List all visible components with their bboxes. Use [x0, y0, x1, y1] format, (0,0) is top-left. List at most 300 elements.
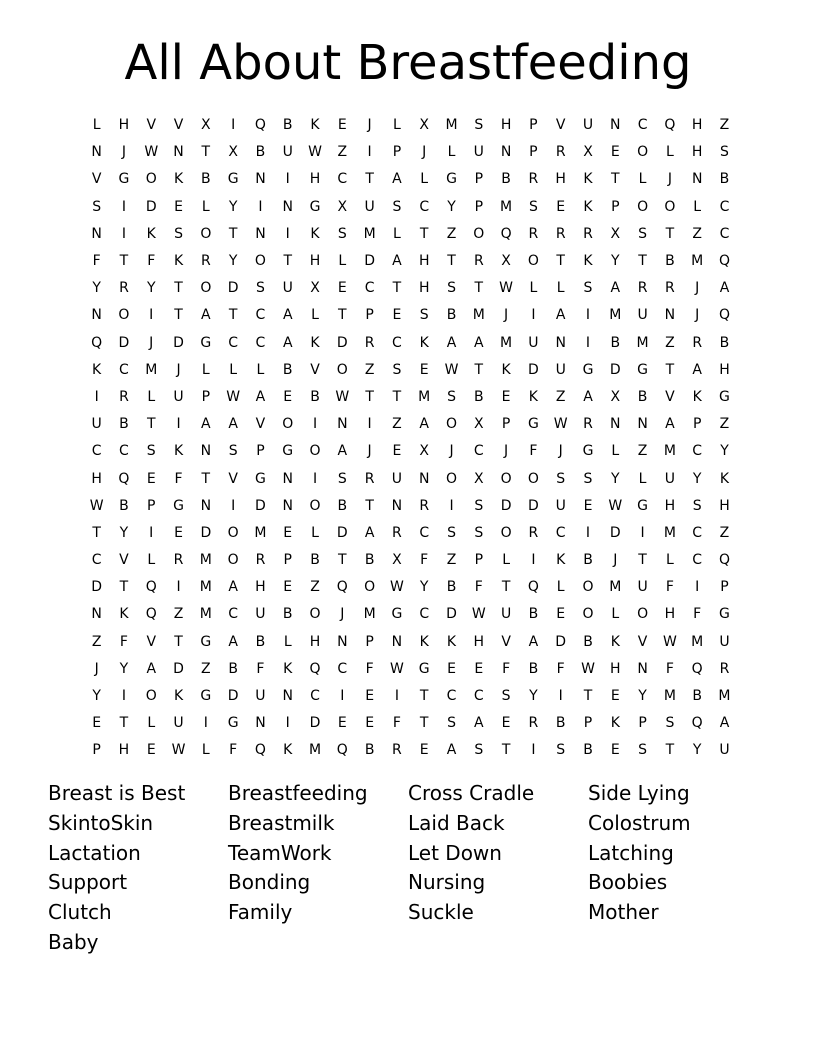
grid-letter: J — [695, 307, 700, 324]
word-list-item: Suckle — [408, 900, 474, 925]
grid-letter: R — [583, 225, 593, 242]
grid-letter: T — [392, 280, 402, 297]
grid-letter: Z — [201, 660, 211, 677]
grid-letter: Z — [692, 225, 702, 242]
grid-letter: D — [173, 334, 184, 351]
grid-letter: G — [719, 606, 730, 623]
grid-letter: T — [419, 715, 429, 732]
grid-letter: L — [283, 633, 292, 650]
grid-letter: O — [582, 606, 594, 623]
grid-letter: B — [446, 579, 457, 596]
grid-row — [83, 330, 738, 357]
grid-letter: J — [149, 334, 154, 351]
grid-letter: H — [664, 606, 676, 623]
grid-letter: I — [285, 225, 290, 242]
grid-letter: A — [282, 307, 293, 324]
grid-letter: D — [446, 606, 457, 623]
grid-letter: K — [310, 225, 320, 242]
word-list-item: Side Lying — [588, 781, 690, 805]
word-list-item: Nursing — [408, 870, 486, 895]
grid-letter: V — [173, 117, 184, 134]
grid-letter: T — [501, 579, 511, 596]
grid-letter: E — [447, 660, 456, 677]
grid-letter: I — [231, 497, 236, 514]
grid-row — [83, 710, 738, 737]
grid-letter: D — [145, 198, 157, 215]
grid-letter: Q — [718, 253, 730, 270]
grid-letter: W — [608, 497, 623, 514]
grid-letter: R — [392, 524, 402, 541]
grid-letter: W — [335, 388, 350, 405]
grid-letter: O — [145, 171, 157, 188]
grid-letter: T — [283, 253, 292, 270]
grid-letter: X — [610, 388, 621, 405]
word-list-item: Colostrum — [588, 810, 691, 835]
word-list-item: Bonding — [228, 870, 311, 895]
grid-letter: M — [718, 688, 731, 705]
grid-letter: S — [337, 470, 347, 487]
grid-row — [83, 221, 738, 248]
grid-row — [83, 629, 738, 656]
grid-letter: X — [474, 470, 484, 487]
grid-letter: Y — [692, 742, 702, 759]
grid-letter: N — [500, 144, 512, 161]
grid-letter: B — [637, 388, 648, 405]
grid-letter: I — [531, 742, 536, 759]
grid-letter: B — [528, 606, 539, 623]
grid-letter: X — [392, 552, 402, 569]
grid-letter: G — [637, 361, 649, 378]
grid-letter: M — [199, 579, 212, 596]
grid-letter: A — [446, 334, 457, 351]
grid-letter: A — [583, 388, 593, 405]
grid-letter: E — [556, 198, 566, 215]
grid-letter: X — [583, 144, 593, 161]
grid-letter: L — [201, 742, 210, 759]
grid-letter: O — [500, 470, 512, 487]
grid-letter: C — [692, 524, 703, 541]
grid-letter: P — [283, 552, 292, 569]
grid-letter: Y — [529, 688, 538, 705]
grid-letter: L — [665, 144, 674, 161]
grid-letter: E — [365, 715, 375, 732]
grid-letter: H — [719, 361, 730, 378]
grid-letter: P — [201, 388, 211, 405]
grid-letter: W — [444, 361, 459, 378]
grid-letter: P — [392, 144, 402, 161]
grid-letter: F — [529, 443, 538, 460]
grid-letter: S — [447, 715, 456, 732]
grid-letter: H — [610, 660, 621, 677]
grid-letter: N — [610, 117, 621, 134]
grid-letter: D — [528, 497, 539, 514]
grid-letter: V — [310, 361, 320, 378]
grid-letter: M — [363, 225, 376, 242]
grid-letter: G — [255, 470, 266, 487]
grid-letter: E — [174, 524, 183, 541]
grid-letter: H — [118, 117, 130, 134]
grid-letter: R — [665, 280, 675, 297]
grid-letter: L — [147, 715, 156, 732]
grid-letter: S — [392, 198, 402, 215]
grid-letter: S — [665, 715, 675, 732]
grid-letter: K — [173, 171, 184, 188]
grid-row — [83, 547, 738, 574]
grid-letter: S — [583, 470, 593, 487]
grid-letter: S — [255, 280, 265, 297]
grid-letter: B — [282, 117, 293, 134]
grid-letter: Q — [309, 660, 321, 677]
grid-letter: I — [585, 307, 591, 324]
grid-letter: A — [364, 524, 375, 541]
grid-letter: G — [637, 497, 649, 514]
grid-letter: S — [556, 470, 566, 487]
grid-letter: M — [663, 524, 676, 541]
grid-letter: C — [692, 443, 703, 460]
grid-letter: M — [636, 334, 649, 351]
grid-letter: E — [146, 470, 156, 487]
grid-letter: B — [446, 307, 457, 324]
grid-letter: O — [445, 416, 458, 433]
grid-letter: G — [719, 388, 730, 405]
grid-letter: K — [419, 633, 429, 650]
grid-letter: U — [173, 715, 184, 732]
grid-letter: G — [309, 198, 321, 215]
grid-letter: E — [501, 715, 511, 732]
grid-letter: U — [91, 416, 102, 433]
grid-letter: N — [637, 660, 648, 677]
grid-letter: A — [337, 443, 348, 460]
grid-letter: C — [555, 524, 566, 541]
grid-letter: S — [501, 688, 511, 705]
grid-letter: G — [227, 715, 239, 732]
grid-letter: M — [445, 117, 458, 134]
grid-letter: S — [474, 117, 484, 134]
grid-letter: U — [255, 606, 266, 623]
grid-letter: A — [555, 307, 566, 324]
grid-letter: S — [92, 198, 102, 215]
grid-letter: U — [719, 633, 730, 650]
grid-letter: V — [665, 388, 675, 405]
word-list-item: Breastmilk — [228, 810, 335, 835]
grid-letter: C — [419, 524, 430, 541]
grid-letter: C — [228, 606, 239, 623]
grid-letter: Q — [254, 117, 266, 134]
grid-letter: Y — [119, 524, 129, 541]
grid-letter: G — [200, 633, 212, 650]
grid-letter: R — [392, 742, 402, 759]
grid-letter: T — [201, 144, 211, 161]
grid-letter: I — [558, 688, 563, 705]
grid-letter: K — [92, 361, 102, 378]
grid-letter: A — [610, 280, 621, 297]
grid-letter: N — [282, 198, 293, 215]
word-list-item: Latching — [588, 840, 674, 865]
grid-letter: B — [583, 742, 593, 759]
grid-letter: F — [174, 470, 183, 487]
grid-letter: G — [527, 416, 539, 433]
grid-letter: H — [719, 497, 730, 514]
grid-letter: I — [312, 416, 318, 433]
grid-row — [83, 493, 738, 520]
grid-letter: R — [364, 334, 375, 351]
grid-letter: N — [391, 633, 403, 650]
grid-letter: I — [531, 552, 536, 569]
grid-letter: B — [583, 633, 593, 650]
grid-letter: O — [637, 144, 649, 161]
grid-letter: O — [527, 470, 539, 487]
grid-letter: J — [613, 552, 618, 569]
grid-row — [83, 520, 738, 547]
grid-letter: G — [282, 443, 294, 460]
grid-letter: C — [310, 688, 320, 705]
grid-letter: J — [367, 117, 372, 134]
grid-letter: V — [501, 633, 511, 650]
grid-letter: F — [420, 552, 429, 569]
grid-letter: R — [528, 171, 539, 188]
grid-letter: Z — [446, 552, 457, 569]
grid-letter: C — [719, 225, 730, 242]
grid-letter: L — [447, 144, 456, 161]
grid-letter: T — [365, 497, 374, 514]
grid-letter: H — [309, 633, 321, 650]
grid-letter: R — [528, 225, 539, 242]
grid-letter: N — [255, 171, 266, 188]
word-list-item: Lactation — [48, 840, 141, 865]
grid-letter: A — [528, 633, 539, 650]
grid-letter: K — [610, 715, 620, 732]
grid-letter: F — [147, 253, 156, 270]
grid-letter: K — [719, 470, 730, 487]
grid-letter: U — [528, 334, 539, 351]
grid-letter: T — [583, 688, 593, 705]
grid-letter: K — [610, 633, 620, 650]
grid-letter: C — [446, 688, 457, 705]
grid-letter: F — [665, 660, 674, 677]
grid-letter: N — [255, 715, 266, 732]
grid-letter: Y — [228, 198, 238, 215]
grid-letter: U — [719, 742, 730, 759]
grid-letter: M — [145, 361, 158, 378]
grid-letter: O — [527, 253, 539, 270]
word-list-item: Family — [228, 900, 293, 925]
grid-letter: N — [555, 334, 566, 351]
grid-letter: I — [121, 225, 127, 242]
grid-letter: L — [311, 307, 319, 324]
grid-letter: E — [174, 198, 183, 215]
grid-letter: X — [228, 144, 238, 161]
grid-letter: K — [310, 334, 320, 351]
grid-letter: H — [664, 497, 676, 514]
grid-letter: L — [665, 552, 674, 569]
grid-letter: K — [283, 742, 293, 759]
grid-letter: P — [474, 171, 484, 188]
grid-letter: A — [474, 715, 484, 732]
grid-letter: F — [502, 660, 511, 677]
grid-letter: J — [449, 443, 454, 460]
grid-letter: B — [364, 552, 375, 569]
grid-letter: W — [581, 660, 595, 677]
grid-letter: T — [174, 307, 183, 324]
grid-row — [83, 166, 738, 193]
grid-letter: L — [638, 470, 647, 487]
grid-letter: A — [719, 280, 730, 297]
grid-letter: C — [473, 443, 484, 460]
grid-row — [83, 194, 738, 221]
grid-letter: G — [446, 171, 457, 188]
grid-letter: Z — [364, 361, 375, 378]
grid-letter: K — [310, 117, 320, 134]
grid-letter: N — [337, 633, 348, 650]
grid-letter: S — [528, 198, 538, 215]
grid-letter: O — [582, 579, 594, 596]
grid-letter: Q — [527, 579, 539, 596]
grid-letter: D — [609, 524, 621, 541]
grid-letter: L — [256, 361, 265, 378]
word-list-item: Clutch — [48, 900, 112, 925]
grid-letter: H — [309, 171, 321, 188]
grid-letter: E — [501, 388, 511, 405]
grid-letter: I — [449, 497, 454, 514]
grid-letter: M — [363, 606, 376, 623]
grid-letter: F — [256, 660, 265, 677]
grid-letter: L — [529, 280, 538, 297]
grid-letter: Q — [145, 579, 157, 596]
grid-letter: E — [92, 715, 102, 732]
grid-letter: N — [91, 225, 102, 242]
grid-letter: G — [582, 443, 594, 460]
grid-letter: R — [173, 552, 184, 569]
grid-letter: O — [118, 307, 130, 324]
grid-letter: B — [282, 361, 293, 378]
grid-letter: Y — [692, 470, 702, 487]
grid-letter: X — [419, 443, 429, 460]
grid-letter: L — [147, 552, 156, 569]
grid-letter: V — [119, 552, 129, 569]
grid-letter: I — [285, 171, 290, 188]
grid-letter: I — [94, 388, 99, 405]
grid-letter: B — [665, 253, 675, 270]
grid-letter: R — [200, 253, 211, 270]
grid-letter: Z — [91, 633, 102, 650]
grid-letter: I — [394, 688, 399, 705]
grid-letter: L — [611, 443, 620, 460]
grid-letter: T — [611, 171, 620, 188]
grid-letter: W — [471, 606, 486, 623]
grid-letter: S — [228, 443, 238, 460]
grid-letter: E — [365, 688, 375, 705]
grid-letter: S — [720, 144, 729, 161]
grid-letter: T — [419, 688, 429, 705]
grid-letter: E — [610, 742, 620, 759]
grid-letter: Q — [118, 470, 130, 487]
grid-letter: J — [121, 144, 127, 161]
grid-letter: C — [364, 280, 375, 297]
grid-letter: W — [389, 579, 404, 596]
grid-letter: Q — [718, 307, 730, 324]
grid-letter: U — [582, 117, 594, 134]
grid-letter: E — [419, 361, 429, 378]
grid-letter: P — [529, 144, 538, 161]
grid-letter: G — [173, 497, 184, 514]
grid-letter: N — [173, 144, 184, 161]
grid-letter: X — [501, 253, 511, 270]
grid-letter: G — [118, 171, 130, 188]
letter-grid — [83, 112, 738, 765]
grid-letter: F — [365, 660, 374, 677]
grid-letter: C — [255, 334, 266, 351]
grid-letter: Q — [718, 552, 730, 569]
grid-letter: O — [254, 253, 266, 270]
grid-letter: K — [528, 388, 538, 405]
grid-letter: S — [583, 280, 593, 297]
grid-letter: D — [255, 497, 266, 514]
grid-letter: Q — [254, 742, 266, 759]
grid-letter: C — [91, 443, 102, 460]
grid-letter: X — [201, 117, 211, 134]
grid-letter: A — [201, 416, 211, 433]
grid-letter: D — [364, 253, 375, 270]
grid-letter: Z — [555, 388, 566, 405]
grid-letter: O — [445, 470, 458, 487]
grid-letter: E — [337, 280, 347, 297]
grid-letter: R — [719, 660, 730, 677]
grid-letter: L — [638, 171, 647, 188]
grid-letter: Z — [719, 524, 730, 541]
grid-letter: A — [392, 171, 402, 188]
grid-letter: H — [691, 117, 703, 134]
grid-letter: Z — [173, 606, 184, 623]
grid-letter: J — [94, 660, 99, 677]
grid-letter: T — [228, 225, 238, 242]
grid-letter: J — [176, 361, 181, 378]
grid-letter: T — [556, 253, 565, 270]
grid-letter: R — [419, 497, 430, 514]
grid-letter: S — [474, 742, 484, 759]
grid-letter: T — [174, 280, 183, 297]
grid-letter: B — [555, 715, 566, 732]
grid-letter: O — [473, 225, 485, 242]
grid-letter: V — [555, 117, 566, 134]
grid-letter: Q — [145, 606, 157, 623]
grid-letter: K — [692, 388, 702, 405]
grid-letter: Y — [720, 443, 729, 460]
grid-letter: S — [474, 524, 484, 541]
word-list-item: Breast is Best — [48, 781, 186, 805]
grid-letter: C — [228, 334, 239, 351]
grid-letter: T — [365, 171, 374, 188]
word-list-item: Let Down — [408, 840, 502, 865]
grid-letter: C — [337, 660, 348, 677]
grid-letter: O — [664, 198, 676, 215]
word-list-item: Baby — [48, 929, 99, 954]
grid-letter: C — [419, 198, 430, 215]
grid-letter: N — [200, 497, 212, 514]
grid-letter: F — [474, 579, 483, 596]
grid-letter: M — [500, 198, 513, 215]
grid-letter: I — [149, 524, 154, 541]
grid-letter: H — [309, 253, 321, 270]
grid-letter: Z — [637, 443, 648, 460]
grid-letter: L — [92, 117, 101, 134]
word-list-item: Breastfeeding — [228, 781, 368, 805]
grid-letter: T — [365, 388, 374, 405]
grid-letter: Y — [611, 253, 620, 270]
word-list-item: TeamWork — [228, 840, 332, 865]
grid-letter: K — [173, 688, 184, 705]
grid-letter: C — [392, 334, 402, 351]
grid-letter: C — [419, 606, 430, 623]
